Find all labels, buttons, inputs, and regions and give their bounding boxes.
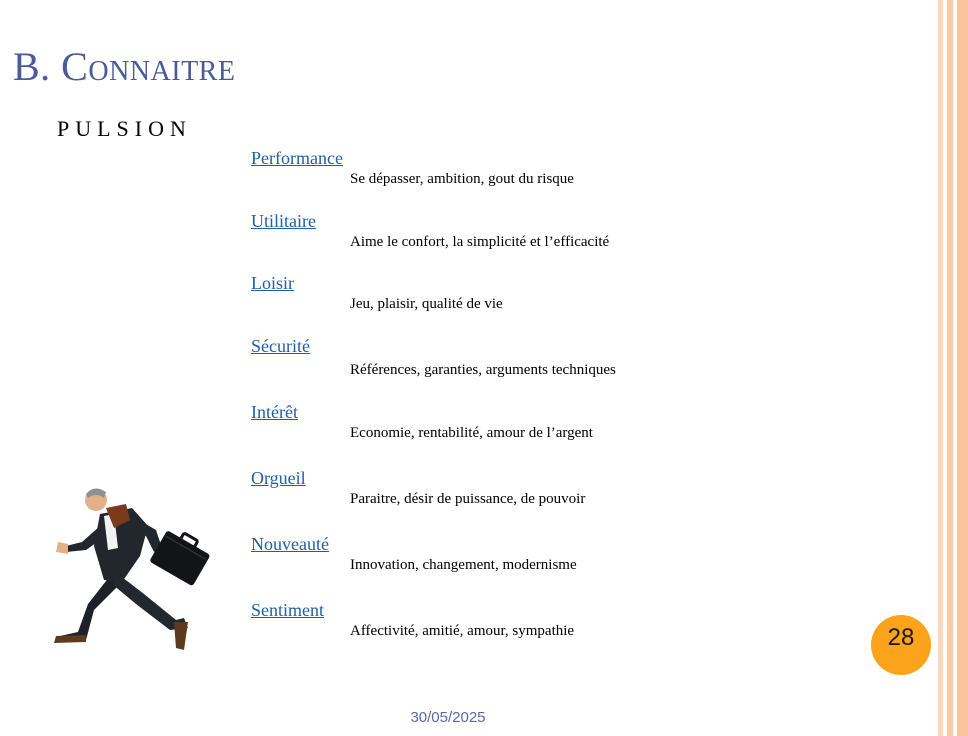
item-description: Se dépasser, ambition, gout du risque [350,171,574,187]
item-link-performance[interactable]: Performance [251,148,343,168]
item-link-securite[interactable]: Sécurité [251,336,310,356]
item-link-loisir[interactable]: Loisir [251,273,294,293]
item-link-nouveaute[interactable]: Nouveauté [251,534,329,554]
list-item [251,534,577,575]
list-item [251,336,616,380]
list-item [251,468,585,509]
list-item [251,600,574,641]
slide-subtitle: PULSION [57,116,192,141]
running-businessman-icon [48,486,213,656]
slide-date: 30/05/2025 [410,709,486,726]
item-link-orgueil[interactable]: Orgueil [251,468,306,488]
list-item [251,211,609,252]
item-description: Aime le confort, la simplicité et l’efficacité [350,234,610,250]
decorative-side-stripes [934,0,968,736]
item-description: Jeu, plaisir, qualité de vie [350,296,503,312]
slide-title: B. Connaitre [13,44,236,89]
item-link-sentiment[interactable]: Sentiment [251,600,324,620]
item-description: Affectivité, amitié, amour, sympathie [350,623,575,639]
item-link-utilitaire[interactable]: Utilitaire [251,211,316,231]
page-number-badge: 28 [871,615,931,675]
item-description: Economie, rentabilité, amour de l’argent [350,425,593,441]
list-item [251,402,593,443]
item-description: Paraitre, désir de puissance, de pouvoir [350,491,586,507]
list-item [251,148,574,189]
list-item [251,273,503,314]
item-link-interet[interactable]: Intérêt [251,402,298,422]
item-description: Références, garanties, arguments techniques [350,362,616,378]
item-description: Innovation, changement, modernisme [350,557,577,573]
